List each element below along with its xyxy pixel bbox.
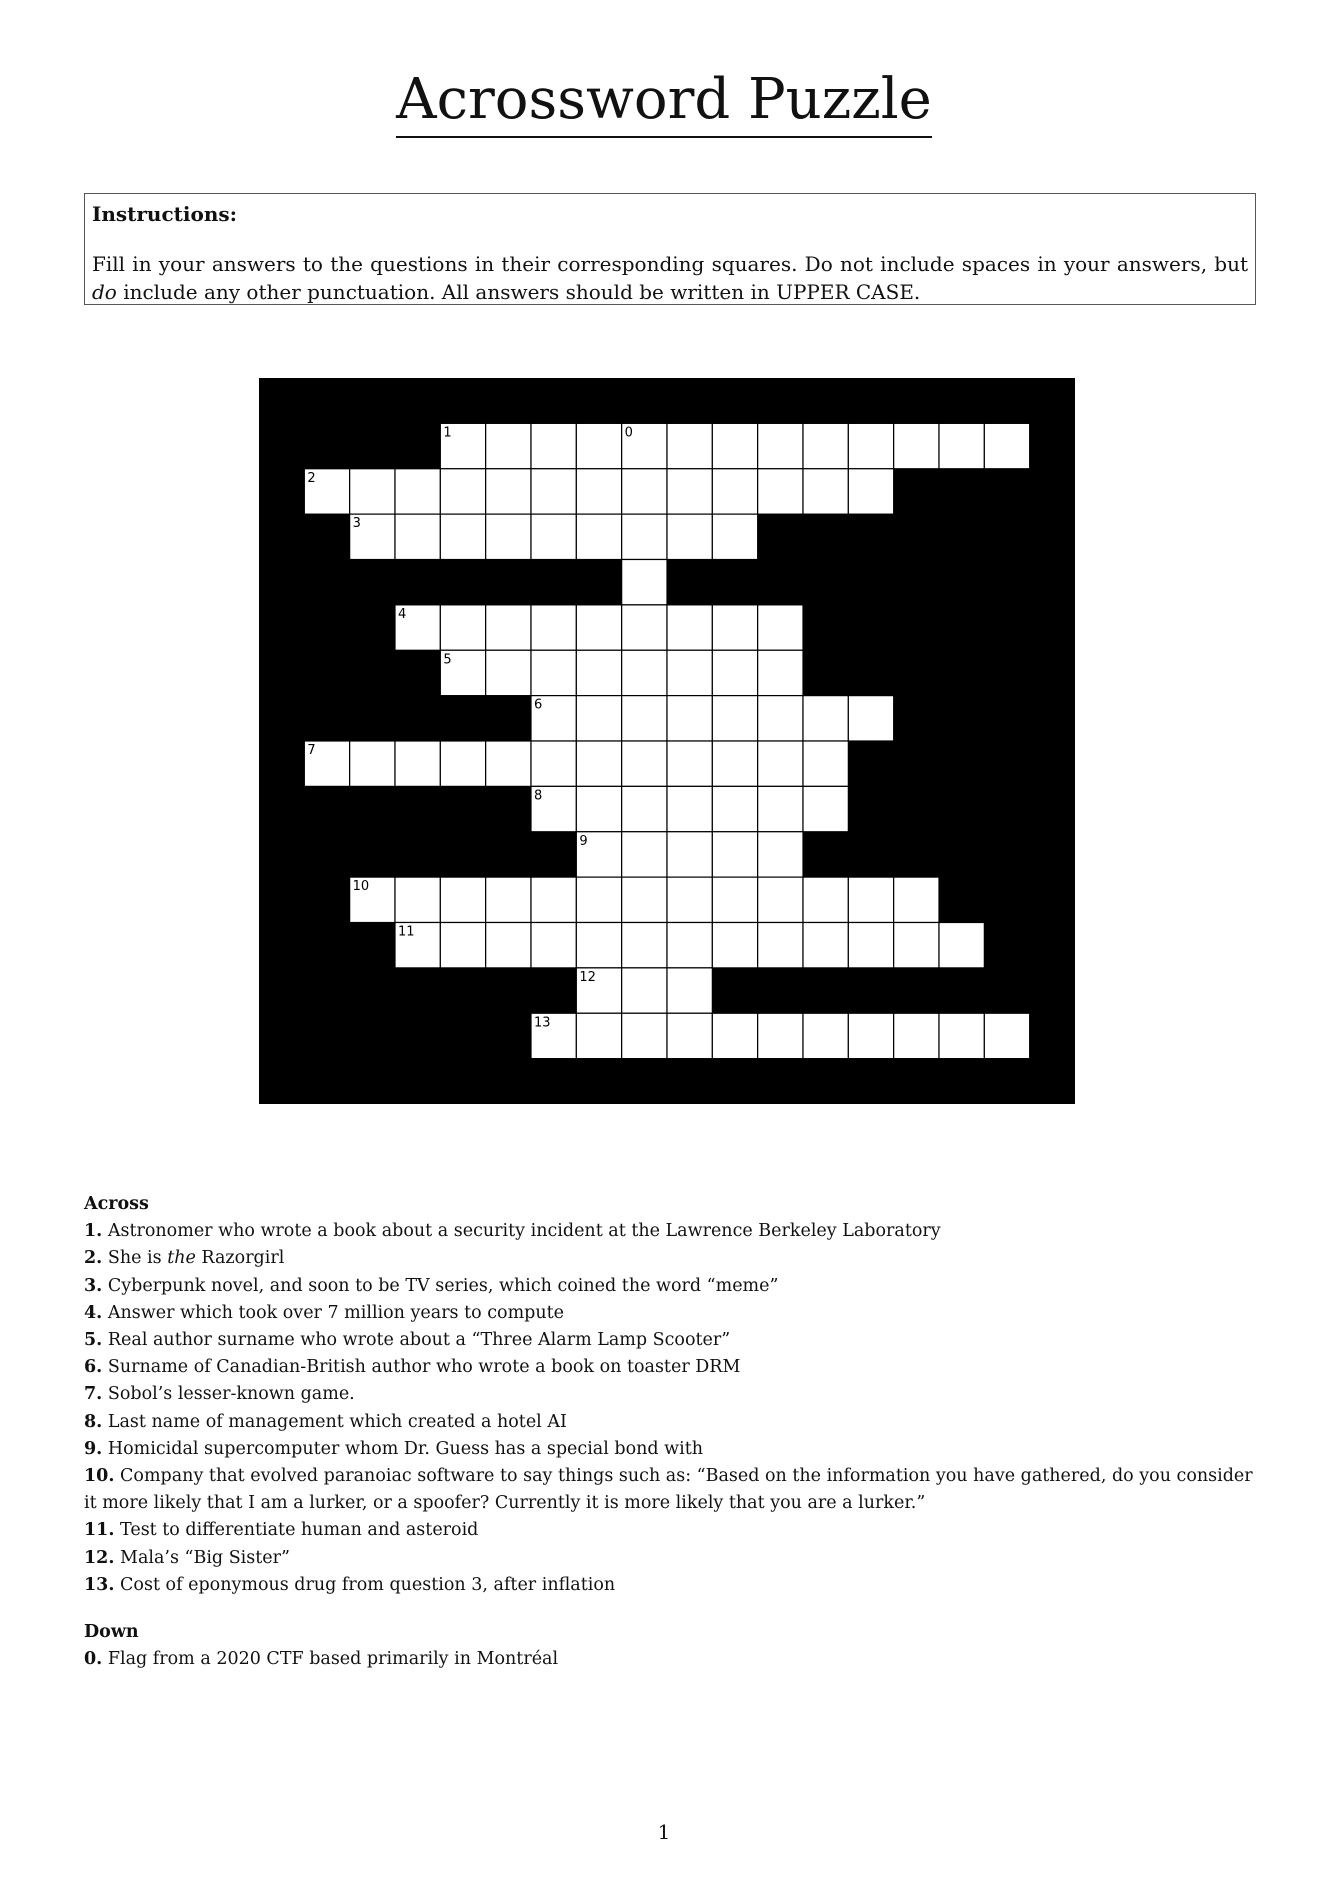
- grid-cell-6-3[interactable]: [622, 696, 667, 741]
- clue-number-label: 12: [579, 969, 596, 985]
- grid-cell-3-8[interactable]: [667, 514, 712, 559]
- grid-cell-13-5[interactable]: [712, 1013, 757, 1058]
- grid-cell-9-4[interactable]: [712, 832, 757, 877]
- grid-cell-10-5[interactable]: [531, 877, 576, 922]
- grid-cell-3-2[interactable]: [395, 514, 440, 559]
- grid-cell-8-5[interactable]: [712, 786, 757, 831]
- grid-cell-12-2[interactable]: [622, 968, 667, 1013]
- clue-number-label: 9: [579, 833, 588, 849]
- grid-cell-7-12[interactable]: [803, 741, 848, 786]
- grid-cell-4-6[interactable]: [622, 605, 667, 650]
- grid-cell-6-8[interactable]: [848, 696, 893, 741]
- clue-number: 10.: [84, 1466, 115, 1487]
- grid-cell-6-6[interactable]: [758, 696, 803, 741]
- across-clues: [84, 1218, 1256, 1599]
- clue-number: 0.: [84, 1649, 103, 1670]
- grid-cell-13-2[interactable]: [576, 1013, 621, 1058]
- grid-cell-11-11[interactable]: [848, 923, 893, 968]
- grid-cell-3-6[interactable]: [576, 514, 621, 559]
- grid-cell-13-8[interactable]: [848, 1013, 893, 1058]
- clue-number-label: 6: [534, 697, 543, 713]
- clue-number-label: 11: [398, 924, 415, 940]
- instructions-text-1: Fill in your answers to the questions in their corresponding squares. Do not include spaces in your answers, but: [92, 252, 1248, 276]
- grid-cell-11-5[interactable]: [576, 923, 621, 968]
- grid-cell-13-4[interactable]: [667, 1013, 712, 1058]
- grid-cell-5-2[interactable]: [486, 650, 531, 695]
- grid-cell-13-6[interactable]: [758, 1013, 803, 1058]
- grid-cell-11-13[interactable]: [939, 923, 984, 968]
- grid-cell-4-8[interactable]: [712, 605, 757, 650]
- grid-cell-13-10[interactable]: [939, 1013, 984, 1058]
- clue-number-label: 10: [352, 879, 370, 895]
- grid-cell-13-9[interactable]: [894, 1013, 939, 1058]
- page-number: 1: [657, 1820, 671, 1844]
- clue-number-label: 4: [398, 606, 407, 622]
- grid-cell-1-2[interactable]: [486, 423, 531, 468]
- crossword-grid-svg: [259, 378, 1075, 1104]
- grid-cell-13-3[interactable]: [622, 1013, 667, 1058]
- grid-cell-9-3[interactable]: [667, 832, 712, 877]
- grid-cell-1-9[interactable]: [803, 423, 848, 468]
- clue-number: 8.: [84, 1411, 103, 1432]
- across-clue: [84, 1463, 1256, 1517]
- grid-cell-10-4[interactable]: [486, 877, 531, 922]
- grid-cell-1-10[interactable]: [848, 423, 893, 468]
- grid-cell-4-5[interactable]: [576, 605, 621, 650]
- grid-cell-2-13[interactable]: [848, 469, 893, 514]
- clue-text: Surname of Canadian-British author who wrote a book on toaster DRM: [107, 1357, 741, 1378]
- across-clue: [84, 1436, 1256, 1463]
- clue-text: Answer which took over 7 million years to compute: [107, 1302, 565, 1323]
- grid-cell-7-5[interactable]: [486, 741, 531, 786]
- grid-cell-1-3[interactable]: [531, 423, 576, 468]
- grid-cell-11-8[interactable]: [712, 923, 757, 968]
- grid-cell-10-13[interactable]: [894, 877, 939, 922]
- grid-cell-1-13[interactable]: [984, 423, 1029, 468]
- grid-cell-7-10[interactable]: [712, 741, 757, 786]
- clue-text: Sobol’s lesser-known game.: [107, 1384, 355, 1405]
- clue-text: Mala’s “Big Sister”: [120, 1547, 290, 1568]
- grid-cell-5-7[interactable]: [712, 650, 757, 695]
- instructions-heading: Instructions:: [92, 202, 238, 226]
- grid-cell-8-6[interactable]: [758, 786, 803, 831]
- across-clue: [84, 1517, 1256, 1544]
- clue-number-label: 1: [443, 425, 452, 441]
- clue-number: 6.: [84, 1357, 103, 1378]
- clue-number: 12.: [84, 1547, 115, 1568]
- grid-cell-2-5[interactable]: [486, 469, 531, 514]
- clue-text: Test to differentiate human and asteroid: [120, 1520, 479, 1541]
- across-clue: [84, 1354, 1256, 1381]
- grid-cell-11-12[interactable]: [894, 923, 939, 968]
- grid-cell-10-6[interactable]: [576, 877, 621, 922]
- grid-cell-9-5[interactable]: [758, 832, 803, 877]
- across-clue: [84, 1572, 1256, 1599]
- grid-cell-10-10[interactable]: [758, 877, 803, 922]
- grid-cell-5-8[interactable]: [758, 650, 803, 695]
- clue-text: Company that evolved paranoiac software to say things such as: “Based on the information you have gathered, do you consider it more likely that I am a lurker, or a spoofer? Currently it is more likely that you are a lurker.”: [84, 1466, 1253, 1514]
- crossword-grid: [259, 378, 1075, 1104]
- clue-text: Astronomer who wrote a book about a security incident at the Lawrence Berkeley Laboratory: [107, 1221, 941, 1242]
- grid-cell-2-10[interactable]: [712, 469, 757, 514]
- instructions-text-2: include any other punctuation. All answers should be written in UPPER CASE.: [116, 280, 921, 304]
- grid-cell-2-9[interactable]: [667, 469, 712, 514]
- grid-cell-2-7[interactable]: [576, 469, 621, 514]
- clue-number: 11.: [84, 1520, 115, 1541]
- grid-cell-7-4[interactable]: [440, 741, 485, 786]
- clue-text: Cost of eponymous drug from question 3, after inflation: [120, 1574, 616, 1595]
- across-clue: [84, 1545, 1256, 1572]
- grid-cell-1-6[interactable]: [667, 423, 712, 468]
- grid-cell-1-7[interactable]: [712, 423, 757, 468]
- grid-cell-10-2[interactable]: [395, 877, 440, 922]
- clue-number-label: 3: [352, 516, 361, 532]
- clue-text: Razorgirl: [195, 1248, 285, 1269]
- grid-cell-5-6[interactable]: [667, 650, 712, 695]
- grid-cell-2-12[interactable]: [803, 469, 848, 514]
- grid-cell-11-7[interactable]: [667, 923, 712, 968]
- grid-cell-11-2[interactable]: [440, 923, 485, 968]
- across-clue: [84, 1218, 1256, 1245]
- grid-cell-3-7[interactable]: [622, 514, 667, 559]
- grid-cell-7-7[interactable]: [576, 741, 621, 786]
- grid-cell-6-5[interactable]: [712, 696, 757, 741]
- grid-cell-1-11[interactable]: [894, 423, 939, 468]
- grid-cell-8-2[interactable]: [576, 786, 621, 831]
- across-clue: [84, 1327, 1256, 1354]
- grid-cell-2-2[interactable]: [350, 469, 395, 514]
- grid-cell-2-4[interactable]: [440, 469, 485, 514]
- instructions-box: [84, 193, 1256, 305]
- clue-number-label: 5: [443, 652, 452, 668]
- clue-text: Real author surname who wrote about a “Three Alarm Lamp Scooter”: [107, 1330, 731, 1351]
- grid-cell-2-11[interactable]: [758, 469, 803, 514]
- clue-number-label: 0: [624, 425, 633, 441]
- grid-cell-11-10[interactable]: [803, 923, 848, 968]
- instructions-emphasis: do: [92, 280, 117, 304]
- grid-cell-1-12[interactable]: [939, 423, 984, 468]
- grid-cell-7-3[interactable]: [395, 741, 440, 786]
- grid-cell-8-3[interactable]: [622, 786, 667, 831]
- grid-cell-11-6[interactable]: [622, 923, 667, 968]
- grid-cell-13-11[interactable]: [984, 1013, 1029, 1058]
- grid-cell-3-4[interactable]: [486, 514, 531, 559]
- across-clue: [84, 1381, 1256, 1408]
- grid-cell-6-2[interactable]: [576, 696, 621, 741]
- clue-number: 5.: [84, 1330, 103, 1351]
- clue-text: Last name of management which created a hotel AI: [107, 1411, 567, 1432]
- grid-cell-3-9[interactable]: [712, 514, 757, 559]
- down-clues: [84, 1646, 1256, 1673]
- grid-cell-4-2[interactable]: [440, 605, 485, 650]
- clue-number: 3.: [84, 1275, 103, 1296]
- grid-cell-11-4[interactable]: [531, 923, 576, 968]
- grid-cell-6-7[interactable]: [803, 696, 848, 741]
- grid-cell-8-7[interactable]: [803, 786, 848, 831]
- grid-cell-5-4[interactable]: [576, 650, 621, 695]
- title-text: Acrossword Puzzle: [396, 67, 932, 138]
- grid-cell-3-3[interactable]: [440, 514, 485, 559]
- grid-cell-11-3[interactable]: [486, 923, 531, 968]
- instructions-body: [92, 250, 1248, 306]
- grid-cell-10-12[interactable]: [848, 877, 893, 922]
- grid-cell-4-3[interactable]: [486, 605, 531, 650]
- grid-cell-10-3[interactable]: [440, 877, 485, 922]
- clue-text: Homicidal supercomputer whom Dr. Guess has a special bond with: [107, 1438, 704, 1459]
- clue-number: 13.: [84, 1574, 115, 1595]
- clue-text: Cyberpunk novel, and soon to be TV series, which coined the word “meme”: [107, 1275, 779, 1296]
- grid-cell-5-5[interactable]: [622, 650, 667, 695]
- clue-number: 1.: [84, 1221, 103, 1242]
- clue-number: 7.: [84, 1384, 103, 1405]
- grid-cell-2-3[interactable]: [395, 469, 440, 514]
- grid-cell-10-9[interactable]: [712, 877, 757, 922]
- grid-cell-5-3[interactable]: [531, 650, 576, 695]
- clue-number-label: 8: [534, 788, 543, 804]
- grid-cell-11-9[interactable]: [758, 923, 803, 968]
- grid-cell-8-4[interactable]: [667, 786, 712, 831]
- grid-cell-6-4[interactable]: [667, 696, 712, 741]
- page-title: [0, 67, 1328, 132]
- grid-cell-4-7[interactable]: [667, 605, 712, 650]
- across-heading: Across: [84, 1194, 149, 1214]
- grid-cell-4-9[interactable]: [758, 605, 803, 650]
- clue-number: 4.: [84, 1302, 103, 1323]
- grid-cell-13-7[interactable]: [803, 1013, 848, 1058]
- grid-cell-3-5[interactable]: [531, 514, 576, 559]
- grid-cell-7-9[interactable]: [667, 741, 712, 786]
- clue-text: She is: [107, 1248, 168, 1269]
- down-clue: [84, 1646, 1256, 1673]
- clue-number-label: 13: [534, 1015, 551, 1031]
- grid-cell-1-8[interactable]: [758, 423, 803, 468]
- clue-list: [84, 1191, 1256, 1673]
- grid-cell-0-1[interactable]: [622, 560, 667, 605]
- grid-cell-7-2[interactable]: [350, 741, 395, 786]
- grid-cell-9-2[interactable]: [622, 832, 667, 877]
- grid-cell-10-8[interactable]: [667, 877, 712, 922]
- clue-text: Flag from a 2020 CTF based primarily in Montréal: [107, 1649, 559, 1670]
- across-clue: [84, 1245, 1256, 1272]
- clue-number-label: 2: [307, 470, 316, 486]
- grid-cell-10-11[interactable]: [803, 877, 848, 922]
- grid-cell-7-8[interactable]: [622, 741, 667, 786]
- grid-cell-12-3[interactable]: [667, 968, 712, 1013]
- grid-cell-1-4[interactable]: [576, 423, 621, 468]
- clue-number: 2.: [84, 1248, 103, 1269]
- clue-number-label: 7: [307, 743, 316, 758]
- grid-cell-2-8[interactable]: [622, 469, 667, 514]
- down-heading: Down: [84, 1622, 139, 1643]
- grid-cell-7-6[interactable]: [531, 741, 576, 786]
- grid-cell-2-6[interactable]: [531, 469, 576, 514]
- grid-cell-10-7[interactable]: [622, 877, 667, 922]
- clue-number: 9.: [84, 1438, 103, 1459]
- grid-cell-7-11[interactable]: [758, 741, 803, 786]
- across-clue: [84, 1300, 1256, 1327]
- across-clue: [84, 1409, 1256, 1436]
- clue-emphasis: the: [167, 1248, 196, 1269]
- across-clue: [84, 1273, 1256, 1300]
- grid-cell-4-4[interactable]: [531, 605, 576, 650]
